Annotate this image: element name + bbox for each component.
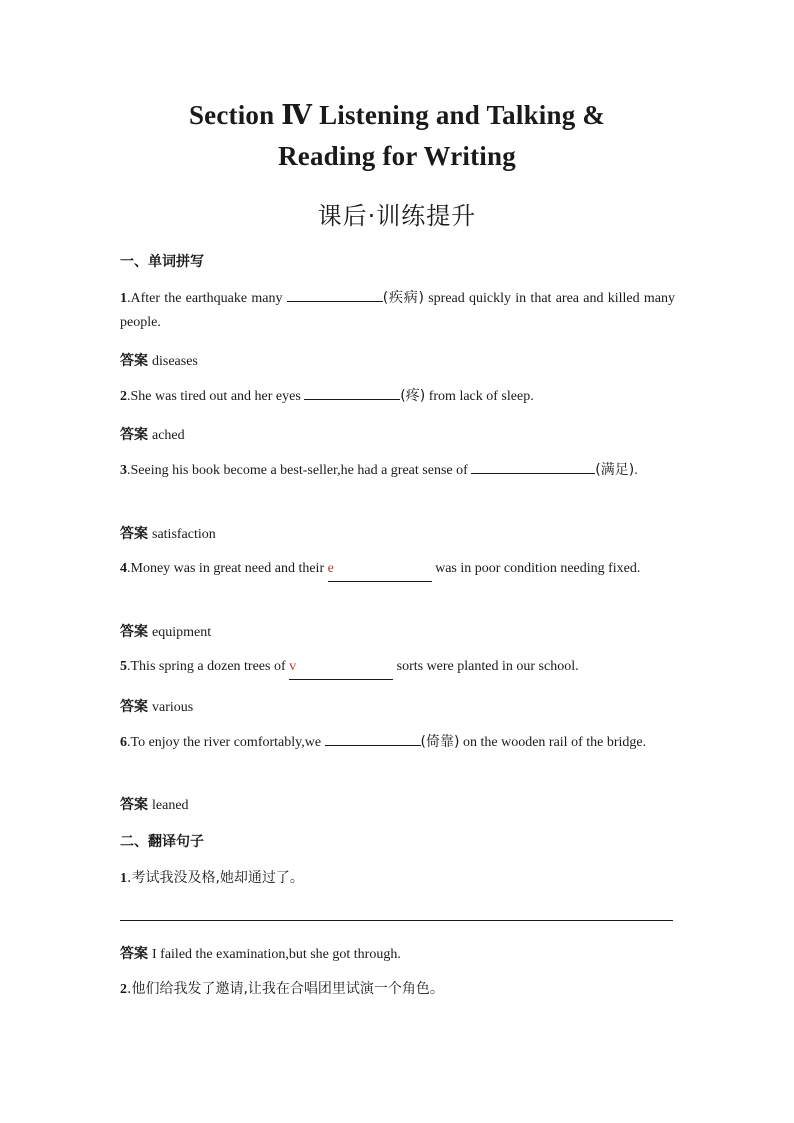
answer-5	[120, 696, 193, 716]
answer-6	[120, 794, 189, 814]
question-text-pre: .To enjoy the river comfortably,we	[127, 735, 325, 750]
question-text-pre: .Seeing his book become a best-seller,he had a great sense of	[127, 463, 472, 478]
answer-label: 答案	[120, 427, 148, 443]
question-1	[120, 286, 675, 335]
question-number: 3	[120, 463, 127, 478]
answer-label: 答案	[120, 699, 148, 715]
answer-label: 答案	[120, 797, 148, 813]
question-number: 1	[120, 871, 127, 886]
question-text-pre: .This spring a dozen trees of	[127, 659, 290, 674]
question-2	[120, 384, 675, 409]
question-hint: (疼)	[400, 388, 426, 404]
question-number: 5	[120, 659, 127, 674]
question-hint: (满足)	[595, 462, 635, 478]
page-subtitle: 课后·训练提升	[317, 202, 477, 230]
answer-label: 答案	[120, 526, 148, 542]
answer-4	[120, 621, 211, 641]
question-6	[120, 730, 675, 755]
answer-label: 答案	[120, 624, 148, 640]
section-heading-translation: 二、翻译句子	[120, 834, 204, 850]
question-5	[120, 655, 675, 680]
question-text-pre: .Money was in great need and their	[127, 561, 328, 576]
translation-question-2	[120, 977, 675, 1002]
question-number: 2	[120, 389, 127, 404]
question-4	[120, 557, 675, 582]
question-text-post: from lack of sleep.	[425, 389, 534, 404]
question-3	[120, 458, 675, 483]
answer-blank-with-initial[interactable]: e	[328, 557, 432, 582]
translation-question-1	[120, 866, 675, 891]
answer-text: equipment	[152, 625, 212, 640]
translation-answer-1	[120, 943, 401, 963]
section-heading-spelling: 一、单词拼写	[120, 254, 204, 270]
question-number: 2	[120, 982, 127, 997]
answer-text: diseases	[152, 354, 198, 369]
question-text-pre: .She was tired out and her eyes	[127, 389, 305, 404]
question-number: 4	[120, 561, 127, 576]
answer-text: various	[152, 700, 194, 715]
answer-text: leaned	[152, 798, 189, 813]
answer-text: satisfaction	[152, 527, 216, 542]
answer-text: ached	[152, 428, 185, 443]
question-text: .他们给我发了邀请,让我在合唱团里试演一个角色。	[127, 981, 444, 997]
answer-label: 答案	[120, 353, 148, 369]
answer-label: 答案	[120, 946, 148, 962]
question-text-pre: .After the earthquake many	[127, 291, 287, 306]
answer-blank[interactable]	[325, 730, 421, 746]
question-number: 1	[120, 291, 127, 306]
answer-blank[interactable]	[471, 458, 595, 474]
answer-text: I failed the examination,but she got through.	[152, 947, 401, 962]
answer-blank[interactable]	[287, 286, 383, 302]
question-text-post: on the wooden rail of the bridge.	[459, 735, 647, 750]
question-number: 6	[120, 735, 127, 750]
question-text-post: was in poor condition needing fixed.	[431, 561, 641, 576]
answer-writing-line[interactable]	[120, 920, 673, 921]
answer-blank-with-initial[interactable]: v	[289, 655, 393, 680]
answer-2	[120, 424, 185, 444]
question-text: .考试我没及格,她却通过了。	[127, 870, 304, 886]
answer-3	[120, 523, 216, 543]
question-hint: (倚靠)	[420, 734, 460, 750]
question-hint: (疾病)	[382, 290, 424, 306]
page-title-line-2: Reading for Writing	[278, 141, 516, 171]
question-text-post: spread quickly in that area and killed many people.	[120, 291, 675, 330]
question-text-post: sorts were planted in our school.	[393, 659, 579, 674]
question-text-post: .	[634, 463, 638, 478]
answer-1	[120, 350, 198, 370]
page-title-line-1: Section Ⅳ Listening and Talking &	[188, 100, 606, 130]
answer-blank[interactable]	[304, 384, 400, 400]
